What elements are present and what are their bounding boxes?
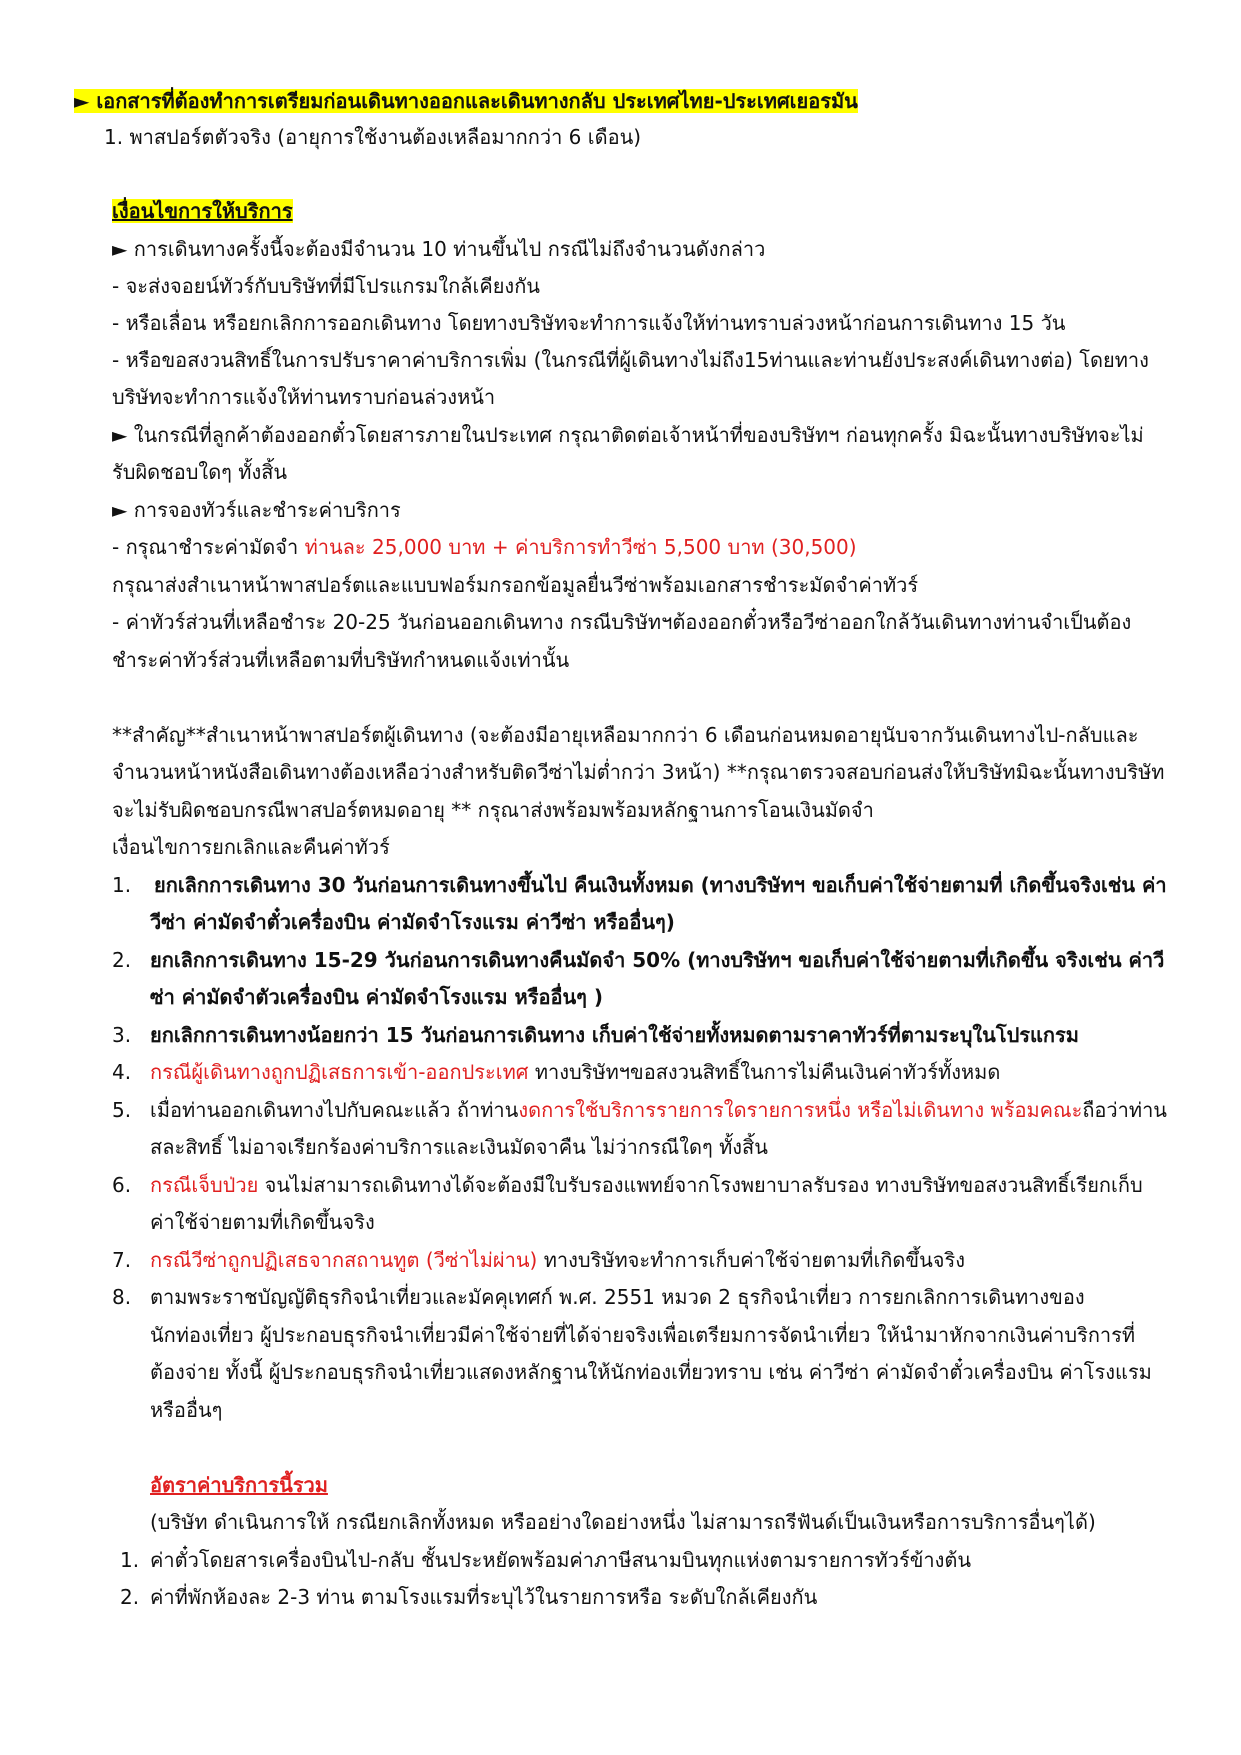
list-number: 2. (120, 1585, 140, 1609)
cancellation-item-text (150, 1170, 1143, 1200)
cancellation-item-text: ยกเลิกการเดินทาง 15-29 วันก่อนการเดินทางคืนมัดจำ 50% (ทางบริษัทฯ ขอเก็บค่าใช้จ่ายตามที่เกิดขึ้น จริงเช่น ค่าวี (150, 948, 1165, 972)
list-number: 6. (112, 1173, 132, 1197)
title-highlight: ► เอกสารที่ต้องทำการเตรียมก่อนเดินทางออกและเดินทางกลับ ประเทศไทย-ประเทศเยอรมัน (74, 89, 858, 113)
cancellation-item-text: นักท่องเที่ยว ผู้ประกอบธุรกิจนำเที่ยวมีค่าใช้จ่ายที่ได้จ่ายจริงเพื่อเตรียมการจัดนำเที่ยว ให้นำมาหักจากเงินค่าบริการที่ (150, 1323, 1136, 1347)
condition-line: ► การเดินทางครั้งนี้จะต้องมีจำนวน 10 ท่านขึ้นไป กรณีไม่ถึงจำนวนดังกล่าว (112, 237, 766, 261)
red-emphasis: กรณีวีซ่าถูกปฏิเสธจากสถานทูต (วีซ่าไม่ผ่าน) (150, 1248, 538, 1272)
important-note-line: จะไม่รับผิดชอบกรณีพาสปอร์ตหมดอายุ ** กรุณาส่งพร้อมพร้อมหลักฐานการโอนเงินมัดจำ (112, 798, 874, 822)
item-post: ถือว่าท่าน (1082, 1098, 1167, 1122)
condition-line: ► ในกรณีที่ลูกค้าต้องออกตั๋วโดยสารภายในประเทศ กรุณาติดต่อเจ้าหน้าที่ของบริษัทฯ ก่อนทุกครั้ง มิฉะนั้นทางบริษัทจะไม่ (112, 423, 1144, 447)
condition-line: บริษัทจะทำการแจ้งให้ท่านทราบก่อนล่วงหน้า (112, 385, 496, 409)
cancellation-item-text (150, 1095, 1167, 1125)
condition-line: รับผิดชอบใดๆ ทั้งสิ้น (112, 460, 288, 484)
cancellation-item-text: ต้องจ่าย ทั้งนี้ ผู้ประกอบธุรกิจนำเที่ยวแสดงหลักฐานให้นักท่องเที่ยวทราบ เช่น ค่าวีซ่า ค่ามัดจำตั๋วเครื่องบิน ค่าโรงแรม (150, 1360, 1152, 1384)
document-title (74, 86, 858, 116)
deposit-line (112, 532, 857, 562)
list-number: 3. (112, 1023, 132, 1047)
condition-line: - หรือขอสงวนสิทธิ์ในการปรับราคาค่าบริการเพิ่ม (ในกรณีที่ผู้เดินทางไม่ถึง15ท่านและท่านยังประสงค์เดินทางต่อ) โดยทาง (112, 348, 1149, 372)
list-number: 1. (120, 1548, 140, 1572)
condition-line: - จะส่งจอยน์ทัวร์กับบริษัทที่มีโปรแกรมใกล้เคียงกัน (112, 274, 540, 298)
list-number: 8. (112, 1285, 132, 1309)
cancellation-item-text: ค่าใช้จ่ายตามที่เกิดขึ้นจริง (150, 1210, 375, 1234)
cancellation-heading: เงื่อนไขการยกเลิกและคืนค่าทัวร์ (112, 835, 390, 859)
list-number: 7. (112, 1248, 132, 1272)
cancellation-item-text: สละสิทธิ์ ไม่อาจเรียกร้องค่าบริการและเงินมัดจาคืน ไม่ว่ากรณีใดๆ ทั้งสิ้น (150, 1135, 768, 1159)
cancellation-item-text: ยกเลิกการเดินทาง 30 วันก่อนการเดินทางขึ้นไป คืนเงินทั้งหมด (ทางบริษัทฯ ขอเก็บค่าใช้จ่ายตามที่ เกิดขึ้นจริงเช่น ค่า (154, 873, 1167, 897)
condition-line: - หรือเลื่อน หรือยกเลิกการออกเดินทาง โดยทางบริษัทจะทำการแจ้งให้ท่านทราบล่วงหน้าก่อนการเดินทาง 15 วัน (112, 311, 1066, 335)
included-item: ค่าที่พักห้องละ 2-3 ท่าน ตามโรงแรมที่ระบุไว้ในรายการหรือ ระดับใกล้เคียงกัน (150, 1585, 818, 1609)
item-pre: เมื่อท่านออกเดินทางไปกับคณะแล้ว ถ้าท่าน (150, 1098, 519, 1122)
list-number: 4. (112, 1060, 132, 1084)
condition-line: ชำระค่าทัวร์ส่วนที่เหลือตามที่บริษัทกำหนดแจ้งเท่านั้น (112, 648, 570, 672)
conditions-heading (112, 196, 293, 226)
passport-requirement: 1. พาสปอร์ตตัวจริง (อายุการใช้งานต้องเหลือมากกว่า 6 เดือน) (104, 125, 642, 149)
cancellation-item-text: หรืออื่นๆ (150, 1398, 223, 1422)
item-rest: ทางบริษัทจะทำการเก็บค่าใช้จ่ายตามที่เกิดขึ้นจริง (537, 1248, 965, 1272)
red-emphasis: งดการใช้บริการรายการใดรายการหนึ่ง หรือไม่เดินทาง พร้อมคณะ (518, 1098, 1083, 1122)
list-number: 1. (112, 873, 132, 897)
included-heading: อัตราค่าบริการนี้รวม (150, 1473, 328, 1497)
condition-line: ► การจองทัวร์และชำระค่าบริการ (112, 498, 401, 522)
conditions-heading-text: เงื่อนไขการให้บริการ (112, 199, 293, 223)
item-rest: ทางบริษัทฯขอสงวนสิทธิ์ในการไม่คืนเงินค่าทัวร์ทั้งหมด (528, 1060, 1001, 1084)
included-item: ค่าตั๋วโดยสารเครื่องบินไป-กลับ ชั้นประหยัดพร้อมค่าภาษีสนามบินทุกแห่งตามรายการทัวร์ข้างต้น (150, 1548, 972, 1572)
condition-line: กรุณาส่งสำเนาหน้าพาสปอร์ตและแบบฟอร์มกรอกข้อมูลยื่นวีซ่าพร้อมเอกสารชำระมัดจำค่าทัวร์ (112, 573, 919, 597)
deposit-amount: ท่านละ 25,000 บาท + ค่าบริการทำวีซ่า 5,500 บาท (30,500) (304, 535, 857, 559)
cancellation-item-text (150, 1245, 965, 1275)
red-emphasis: กรณีผู้เดินทางถูกปฏิเสธการเข้า-ออกประเทศ (150, 1060, 529, 1084)
included-note: (บริษัท ดำเนินการให้ กรณียกเลิกทั้งหมด หรืออย่างใดอย่างหนึ่ง ไม่สามารถรีฟันด์เป็นเงินหรือการบริการอื่นๆได้) (150, 1510, 1096, 1534)
list-number: 2. (112, 948, 132, 972)
cancellation-item-text: วีซ่า ค่ามัดจำตั๋วเครื่องบิน ค่ามัดจำโรงแรม ค่าวีซ่า หรืออื่นๆ) (150, 910, 675, 934)
cancellation-item-text (150, 1057, 1000, 1087)
important-note-line: **สำคัญ**สำเนาหน้าพาสปอร์ตผู้เดินทาง (จะต้องมีอายุเหลือมากกว่า 6 เดือนก่อนหมดอายุนับจากวันเดินทางไป-กลับและ (112, 723, 1139, 747)
list-number: 5. (112, 1098, 132, 1122)
condition-line: - ค่าทัวร์ส่วนที่เหลือชำระ 20-25 วันก่อนออกเดินทาง กรณีบริษัทฯต้องออกตั๋วหรือวีซ่าออกใกล้วันเดินทางท่านจำเป็นต้อง (112, 610, 1132, 634)
cancellation-item-text: ตามพระราชบัญญัติธุรกิจนำเที่ยวและมัคคุเทศก์ พ.ศ. 2551 หมวด 2 ธุรกิจนำเที่ยว การยกเลิกการเดินทางของ (150, 1285, 1085, 1309)
cancellation-item-text: ซ่า ค่ามัดจำตัวเครื่องบิน ค่ามัดจำโรงแรม หรืออื่นๆ ) (150, 985, 604, 1009)
item-rest: จนไม่สามารถเดินทางได้จะต้องมีใบรับรองแพทย์จากโรงพยาบาลรับรอง ทางบริษัทขอสงวนสิทธิ์เรียกเก็บ (258, 1173, 1143, 1197)
red-emphasis: กรณีเจ็บป่วย (150, 1173, 259, 1197)
cancellation-item-text: ยกเลิกการเดินทางน้อยกว่า 15 วันก่อนการเดินทาง เก็บค่าใช้จ่ายทั้งหมดตามราคาทัวร์ที่ตามระบุในโปรแกรม (150, 1023, 1079, 1047)
important-note-line: จำนวนหน้าหนังสือเดินทางต้องเหลือว่างสำหรับติดวีซ่าไม่ต่ำกว่า 3หน้า) **กรุณาตรวจสอบก่อนส่งให้บริษัทมิฉะนั้นทางบริษัท (112, 760, 1165, 784)
deposit-prefix: - กรุณาชำระค่ามัดจำ (112, 535, 305, 559)
